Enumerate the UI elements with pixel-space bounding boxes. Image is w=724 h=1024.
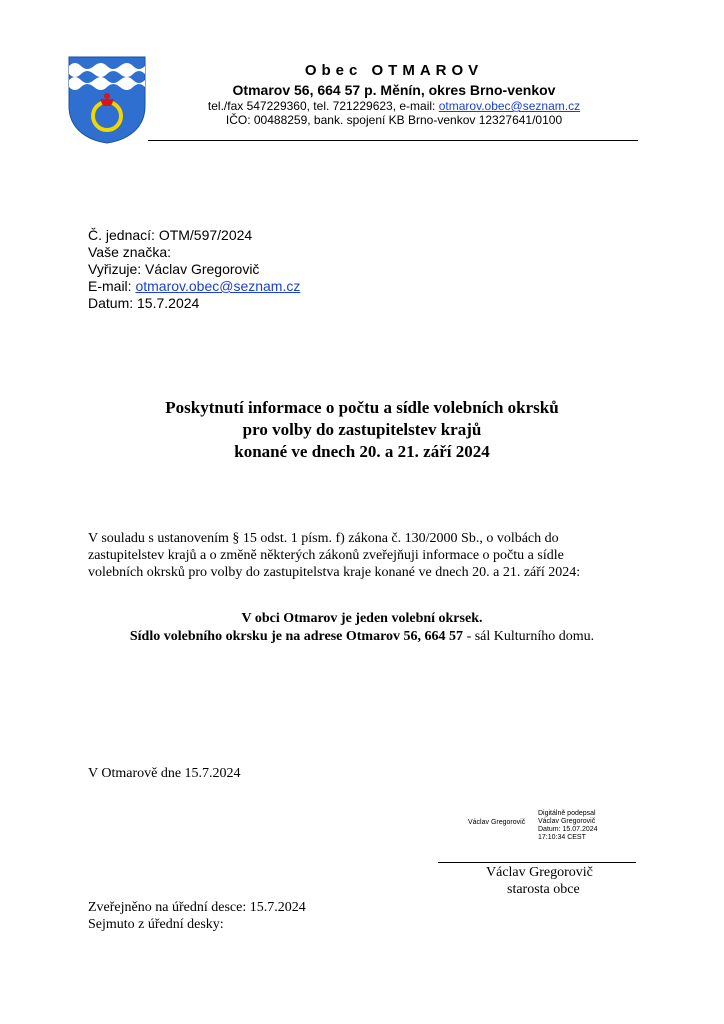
email-line xyxy=(88,278,300,295)
municipal-crest-ring-icon xyxy=(68,56,146,144)
body-line-3: volebních okrsků pro volby do zastupitelstva kraje konané ve dnech 20. a 21. září 2024: xyxy=(88,565,581,580)
reference-email-link[interactable]: otmarov.obec@seznam.cz xyxy=(135,278,301,294)
place-and-date: V Otmarově dne 15.7.2024 xyxy=(88,766,241,781)
removed-from-board: Sejmuto z úřední desky: xyxy=(88,917,224,932)
municipality-address: Otmarov 56, 664 57 p. Měnín, okres Brno-venkov xyxy=(232,82,556,98)
contact-prefix: tel./fax 547229360, tel. 721229623, e-mail: xyxy=(207,99,439,113)
statement-district-seat xyxy=(60,629,664,645)
posted-on-board: Zveřejněno na úřední desce: 15.7.2024 xyxy=(88,900,306,915)
statement-one-district: V obci Otmarov je jeden volební okrsek. xyxy=(241,611,483,626)
subject-line-1: Poskytnutí informace o počtu a sídle volebních okrsků xyxy=(165,398,559,417)
reference-number: Č. jednací: OTM/597/2024 xyxy=(88,227,253,243)
digital-signature-date: Datum: 15.07.2024 xyxy=(538,826,598,833)
statement-seat-rest: - sál Kulturního domu. xyxy=(463,629,595,644)
signer-name: Václav Gregorovič xyxy=(486,865,593,880)
subject-line-3: konané ve dnech 20. a 21. září 2024 xyxy=(234,442,490,461)
digital-signature-label: Digitálně podepsal xyxy=(538,810,596,817)
digital-signature-signer: Václav Gregorovič xyxy=(538,818,596,825)
subject-line-2: pro volby do zastupitelstev krajů xyxy=(242,420,482,439)
ico-bank-line: IČO: 00488259, bank. spojení KB Brno-venkov 12327641/0100 xyxy=(225,113,563,127)
signature-line xyxy=(438,862,636,863)
body-line-1: V souladu s ustanovením § 15 odst. 1 písm. f) zákona č. 130/2000 Sb., o volbách do xyxy=(88,531,559,546)
digital-signature-name: Václav Gregorovič xyxy=(468,819,526,826)
your-reference: Vaše značka: xyxy=(88,244,172,260)
header-divider xyxy=(148,140,638,141)
document-date: Datum: 15.7.2024 xyxy=(88,295,200,311)
handled-by: Vyřizuje: Václav Gregorovič xyxy=(88,261,260,277)
contact-line xyxy=(150,99,638,113)
header-email-link[interactable]: otmarov.obec@seznam.cz xyxy=(438,99,581,113)
body-line-2: zastupitelstev krajů a o změně některých zákonů zveřejňuji informace o počtu a sídle xyxy=(88,548,564,563)
municipality-title: Obec OTMAROV xyxy=(304,62,484,79)
email-label: E-mail: xyxy=(88,278,136,294)
signer-role: starosta obce xyxy=(507,882,580,897)
statement-seat-bold: Sídlo volebního okrsku je na adrese Otmarov 56, 664 57 xyxy=(129,629,464,644)
digital-signature-time: 17:10:34 CEST xyxy=(538,834,586,841)
